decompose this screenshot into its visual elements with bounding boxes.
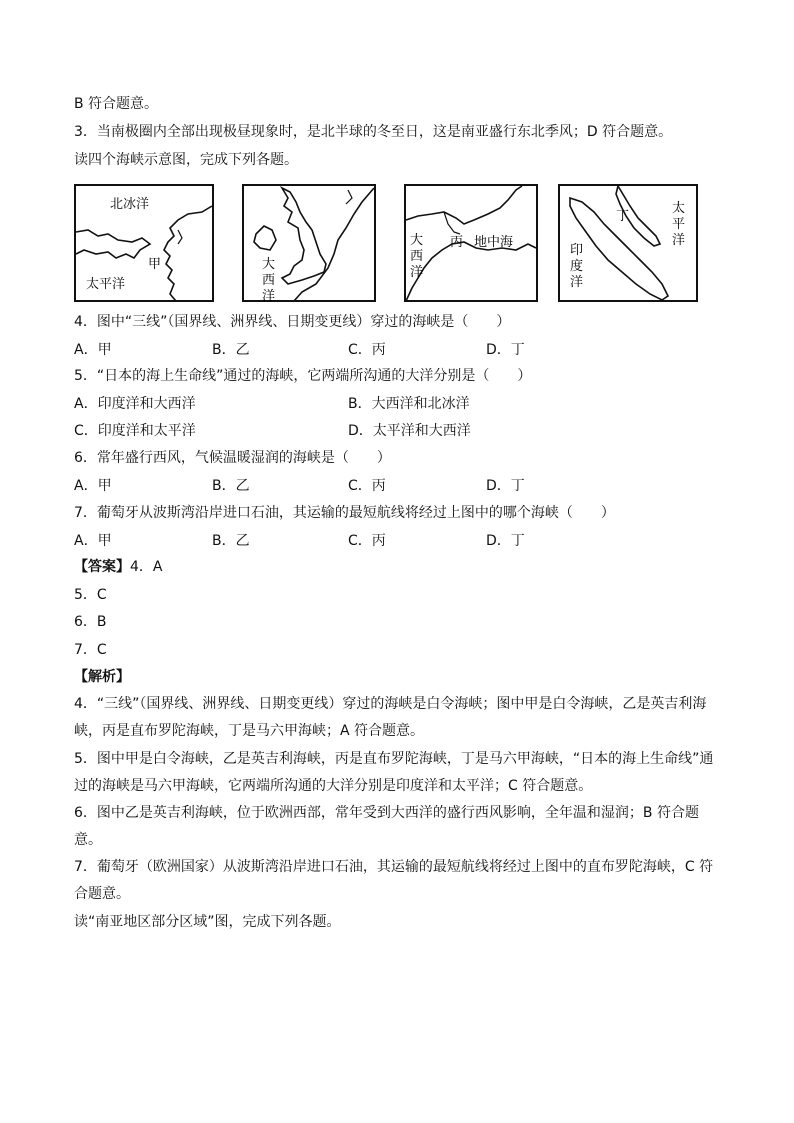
analysis-4-line-1: 4．“三线”（国界线、洲界线、日期变更线）穿过的海峡是白令海峡；图中甲是白令海峡，乙是英吉利海 [74,696,707,712]
q4-option-d: D．丁 [486,342,525,358]
answer-label: 【答案】 [74,559,130,575]
intro-line-1: B 符合题意。 [74,96,159,112]
answer-line [74,557,162,577]
analysis-7-line-1: 7．葡萄牙（欧洲国家）从波斯湾沿岸进口石油，其运输的最短航线将经过上图中的直布罗陀海峡，C 符 [74,859,714,875]
q4-option-a: A．甲 [74,342,112,358]
map4-pacific-char-2: 平 [672,216,686,231]
answer-7: 7．C [74,642,107,658]
answer-6: 6．B [74,614,107,630]
q5-option-d: D．太平洋和大西洋 [348,423,471,439]
map3-strait-label: 丙 [450,234,464,249]
q7-stem: 7．葡萄牙从波斯湾沿岸进口石油，其运输的最短航线将经过上图中的哪个海峡（ ） [74,505,615,521]
q7-option-b: B．乙 [212,533,250,549]
map1-arctic-label: 北冰洋 [110,196,150,211]
answer-4: 4．A [130,559,163,575]
analysis-4-line-2: 峡，丙是直布罗陀海峡，丁是马六甲海峡；A 符合题意。 [74,723,425,739]
intro-line-2: 3．当南极圈内全部出现极昼现象时，是北半球的冬至日，这是南亚盛行东北季风；D 符合题意。 [74,124,673,140]
q6-option-d: D．丁 [486,478,525,494]
analysis-6-line-1: 6．图中乙是英吉利海峡，位于欧洲西部，常年受到大西洋的盛行西风影响，全年温和湿润；B 符合题 [74,805,699,821]
q5-stem: 5．“日本的海上生命线”通过的海峡，它两端所沟通的大洋分别是（ ） [74,368,532,384]
q4-option-b: B．乙 [212,342,250,358]
analysis-5-line-1: 5．图中甲是白令海峡，乙是英吉利海峡，丙是直布罗陀海峡，丁是马六甲海峡，“日本的海上生命线”通 [74,751,714,767]
map4-indian-char-1: 印 [570,242,584,257]
answer-5: 5．C [74,587,107,603]
q4-stem: 4．图中“三线”（国界线、洲界线、日期变更线）穿过的海峡是（ ） [74,314,511,330]
next-section-prompt: 读“南亚地区部分区域”图，完成下列各题。 [74,914,341,930]
q5-option-b: B．大西洋和北冰洋 [348,396,470,412]
map4-strait-label: 丁 [616,208,630,223]
q7-option-a: A．甲 [74,533,112,549]
map4-indian-char-3: 洋 [570,274,584,289]
q5-option-a: A．印度洋和大西洋 [74,396,196,412]
intro-line-3: 读四个海峡示意图，完成下列各题。 [74,152,298,168]
map3-atlantic-char-3: 洋 [410,264,424,279]
q6-stem: 6．常年盛行西风，气候温暖湿润的海峡是（ ） [74,450,391,466]
analysis-label: 【解析】 [74,669,130,685]
map2-atlantic-char-1: 大 [262,256,276,271]
map2-atlantic-char-2: 西 [262,272,276,287]
q4-option-c: C．丙 [348,342,386,358]
q6-option-c: C．丙 [348,478,386,494]
map3-mediterranean-label: 地中海 [474,234,514,249]
map-english-channel [242,184,376,302]
map-bering-strait [74,184,214,302]
map4-pacific-char-1: 太 [672,200,686,215]
map-gibraltar-strait [404,184,538,302]
map3-atlantic-char-1: 大 [410,232,424,247]
map4-indian-char-2: 度 [570,258,584,273]
map4-pacific-char-3: 洋 [672,232,686,247]
map3-atlantic-char-2: 西 [410,248,424,263]
analysis-7-line-2: 合题意。 [74,886,130,902]
map2-atlantic-char-3: 洋 [262,288,276,302]
q7-option-c: C．丙 [348,533,386,549]
map1-strait-label: 甲 [148,256,162,271]
map1-pacific-label: 太平洋 [86,276,126,291]
analysis-6-line-2: 意。 [74,832,102,848]
q6-option-a: A．甲 [74,478,112,494]
q5-option-c: C．印度洋和太平洋 [74,423,196,439]
q7-option-d: D．丁 [486,533,525,549]
q6-option-b: B．乙 [212,478,250,494]
analysis-5-line-2: 过的海峡是马六甲海峡，它两端所沟通的大洋分别是印度洋和太平洋；C 符合题意。 [74,778,593,794]
map-malacca-strait [558,184,698,302]
